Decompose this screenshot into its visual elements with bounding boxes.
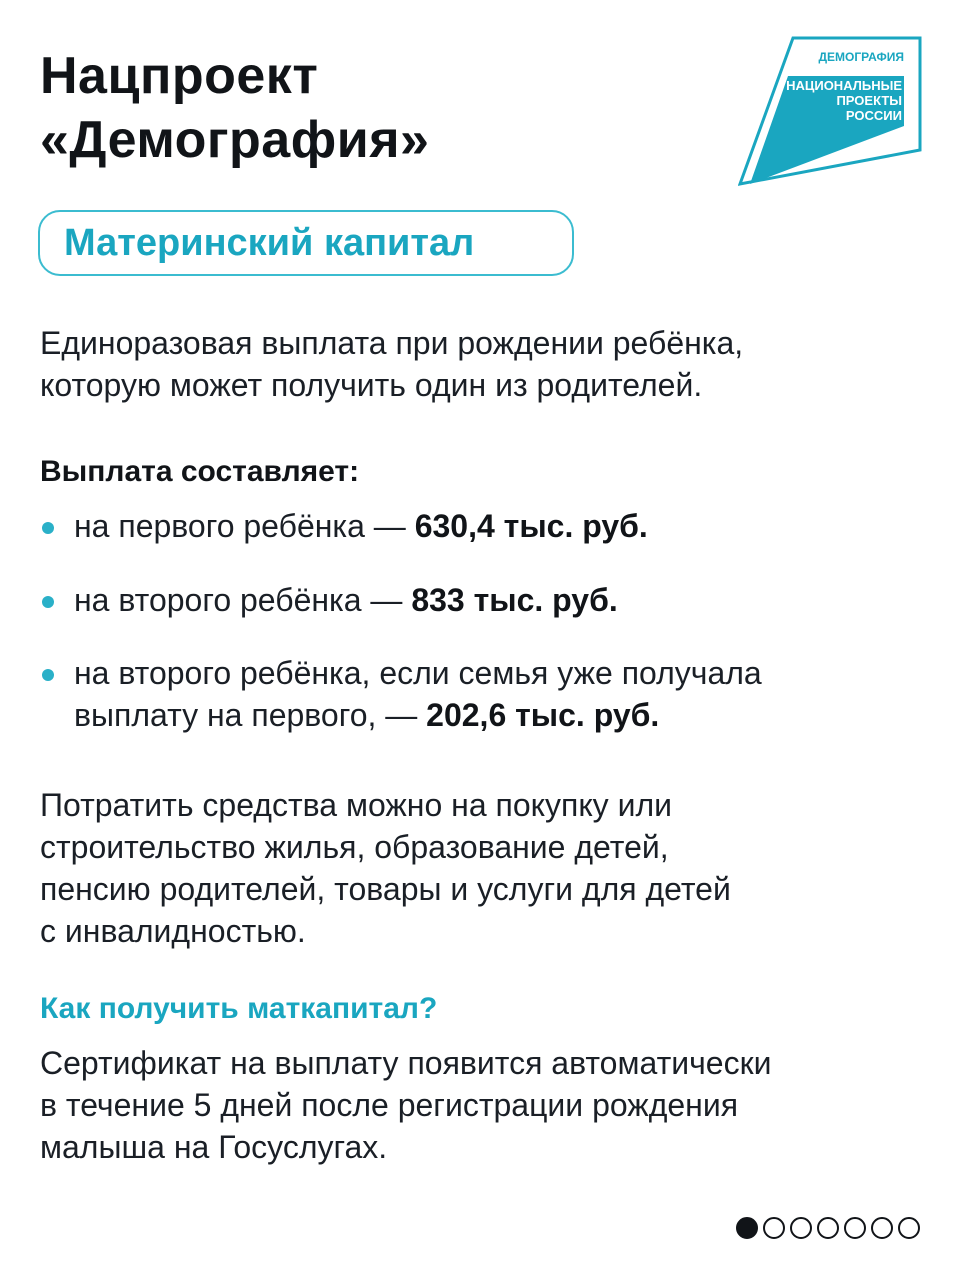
logo-line-1: НАЦИОНАЛЬНЫЕ xyxy=(786,78,902,93)
page-title-line-1: Нацпроект xyxy=(40,47,319,105)
page-dot[interactable] xyxy=(871,1217,893,1239)
intro-line-2: которую может получить один из родителей. xyxy=(40,367,703,403)
spend-paragraph xyxy=(40,784,731,952)
page-dot[interactable] xyxy=(790,1217,812,1239)
spend-line-2: строительство жилья, образование детей, xyxy=(40,829,669,865)
logo-line-2: ПРОЕКТЫ xyxy=(836,93,902,108)
spend-line-4: с инвалидностью. xyxy=(40,913,306,949)
topic-pill-label: Материнский капитал xyxy=(64,222,475,264)
howto-line-1: Сертификат на выплату появится автоматически xyxy=(40,1045,772,1081)
logo-top-text: ДЕМОГРАФИЯ xyxy=(818,50,904,64)
logo-line-3: РОССИИ xyxy=(845,108,902,123)
page-dot[interactable] xyxy=(763,1217,785,1239)
payment-item-text-line-2: выплату на первого, — xyxy=(74,697,427,733)
page-dot[interactable] xyxy=(844,1217,866,1239)
page-indicator xyxy=(736,1217,920,1239)
howto-line-3: малыша на Госуслугах. xyxy=(40,1129,388,1165)
page-dot[interactable] xyxy=(736,1217,758,1239)
bullet-dot-icon xyxy=(42,522,54,534)
intro-paragraph xyxy=(40,322,743,406)
national-projects-logo xyxy=(738,34,924,186)
payment-item-amount: 833 тыс. руб. xyxy=(411,582,618,618)
payment-item-text: на второго ребёнка — xyxy=(74,582,412,618)
page-title xyxy=(40,44,429,172)
page-dot[interactable] xyxy=(898,1217,920,1239)
spend-line-3: пенсию родителей, товары и услуги для детей xyxy=(40,871,731,907)
howto-paragraph xyxy=(40,1042,771,1168)
bullet-dot-icon xyxy=(42,669,54,681)
payments-heading: Выплата составляет: xyxy=(40,455,360,488)
payment-item-text: на первого ребёнка — xyxy=(74,508,415,544)
page-title-line-2: «Демография» xyxy=(40,111,430,169)
payment-item-amount: 202,6 тыс. руб. xyxy=(426,697,660,733)
howto-line-2: в течение 5 дней после регистрации рождения xyxy=(40,1087,739,1123)
spend-line-1: Потратить средства можно на покупку или xyxy=(40,787,672,823)
bullet-dot-icon xyxy=(42,596,54,608)
page-dot[interactable] xyxy=(817,1217,839,1239)
howto-heading: Как получить маткапитал? xyxy=(40,992,438,1025)
payment-item-text-line-1: на второго ребёнка, если семья уже получала xyxy=(74,655,762,691)
intro-line-1: Единоразовая выплата при рождении ребёнка, xyxy=(40,325,744,361)
payment-item-amount: 630,4 тыс. руб. xyxy=(414,508,648,544)
